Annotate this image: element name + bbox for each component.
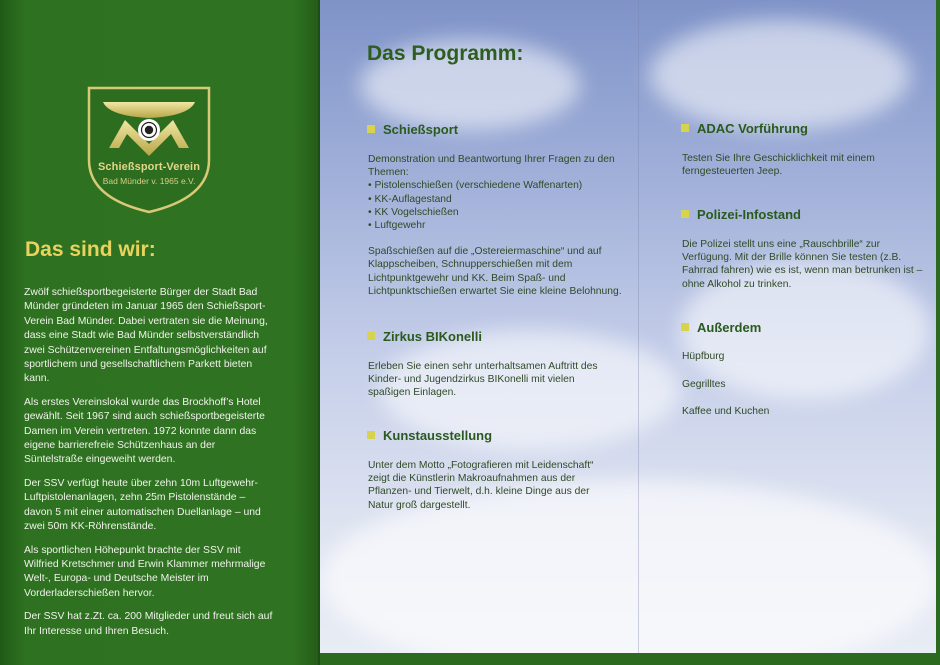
- about-paragraph: Der SSV verfügt heute über zehn 10m Luftgewehr-Luftpistolenanlagen, zehn 25m Pistolenstände – davon 5 mit einer automatischen Duellanlage – und zwei 50m KK-Röhrenstände.: [24, 477, 261, 533]
- square-bullet-icon: [681, 323, 689, 331]
- square-bullet-icon: [367, 125, 375, 133]
- club-crest-icon: [85, 86, 213, 214]
- about-paragraph: Der SSV hat z.Zt. ca. 200 Mitglieder und freut sich auf Ihr Interesse und Ihren Besuch.: [24, 611, 273, 637]
- extra-item: Hüpfburg: [682, 351, 725, 362]
- about-paragraph: Als sportlichen Höhepunkt brachte der SSV mit Wilfried Kretschmer und Erwin Klammer mehrmalige Welt-, Europa- und Deutsche Meister im Vorderladerschießen hervor.: [24, 544, 266, 599]
- extra-item: Gegrilltes: [682, 379, 726, 390]
- program-heading: Das Programm:: [367, 42, 524, 65]
- square-bullet-icon: [681, 210, 689, 218]
- square-bullet-icon: [367, 431, 375, 439]
- section-kunst-title: Kunstausstellung: [367, 428, 492, 443]
- section-intro: Demonstration und Beantwortung Ihrer Fragen zu den Themen:: [368, 154, 615, 179]
- about-paragraph: Zwölf schießsportbegeisterte Bürger der Stadt Bad Münder gründeten im Januar 1965 den Schießsport-Verein Bad Münder. Dabei vertraten sie die Meinung, dass eine Stadt wie Bad Münder selbstverständlich zwei Schützenvereinen Entfaltungsmöglichkeiten auf sportlichem und gesellschaftlichem Parkett bieten kann.: [24, 287, 268, 385]
- topic-list: [368, 179, 624, 232]
- section-polizei-text: Die Polizei stellt uns eine „Rauschbrille“ zur Verfügung. Mit der Brille können Sie testen (z.B. Fahrrad fahren) wie es ist, wenn man betrunken ist – ohne Alkohol zu trinken.: [682, 239, 923, 290]
- club-subtitle: Bad Münder v. 1965 e.V.: [102, 176, 196, 186]
- border-band: [936, 0, 940, 665]
- about-heading: Das sind wir:: [25, 238, 156, 261]
- section-adac-title: ADAC Vorführung: [681, 121, 808, 136]
- cloud: [650, 20, 910, 130]
- square-bullet-icon: [681, 124, 689, 132]
- section-zirkus-title: Zirkus BIKonelli: [367, 329, 482, 344]
- section-ausserdem-title: Außerdem: [681, 320, 761, 335]
- list-item: • Luftgewehr: [368, 219, 624, 232]
- border-band: [320, 653, 940, 665]
- fold-line: [638, 0, 639, 665]
- list-item: • KK-Auflagestand: [368, 193, 624, 206]
- list-item: • KK Vogelschießen: [368, 206, 624, 219]
- section-schiesssport-title: Schießsport: [367, 122, 458, 137]
- section-adac-text: Testen Sie Ihre Geschicklichkeit mit einem ferngesteuerten Jeep.: [682, 153, 875, 178]
- about-paragraph: Als erstes Vereinslokal wurde das Brockhoff’s Hotel gewählt. Seit 1967 sind auch schießsportbegeisterte Damen im Verein vertreten. 1972 konnte dann das eigene barrierefreie Schützenhaus an der Süntelstraße eingeweiht werden.: [24, 396, 265, 466]
- about-text: [24, 286, 274, 648]
- section-polizei-title: Polizei-Infostand: [681, 207, 801, 222]
- section-schiesssport-text: [368, 153, 624, 298]
- section-kunst-text: Unter dem Motto „Fotografieren mit Leidenschaft“ zeigt die Künstlerin Makroaufnahmen aus der Pflanzen- und Tierwelt, d.h. kleine Dinge aus der Natur groß dargestellt.: [368, 460, 594, 511]
- extra-item: Kaffee und Kuchen: [682, 406, 770, 417]
- section-paragraph: Spaßschießen auf die „Ostereiermaschine“ und auf Klappscheiben, Schnupperschießen mit dem Lichtpunktgewehr und KK. Beim Spaß- und Lichtpunktschießen erwartet Sie eine kleine Belohnung.: [368, 246, 622, 297]
- square-bullet-icon: [367, 332, 375, 340]
- club-name: Schießsport-Verein: [97, 161, 201, 173]
- section-zirkus-text: Erleben Sie einen sehr unterhaltsamen Auftritt des Kinder- und Jugendzirkus BIKonelli mit vielen spaßigen Einlagen.: [368, 361, 598, 399]
- list-item: • Pistolenschießen (verschiedene Waffenarten): [368, 179, 624, 192]
